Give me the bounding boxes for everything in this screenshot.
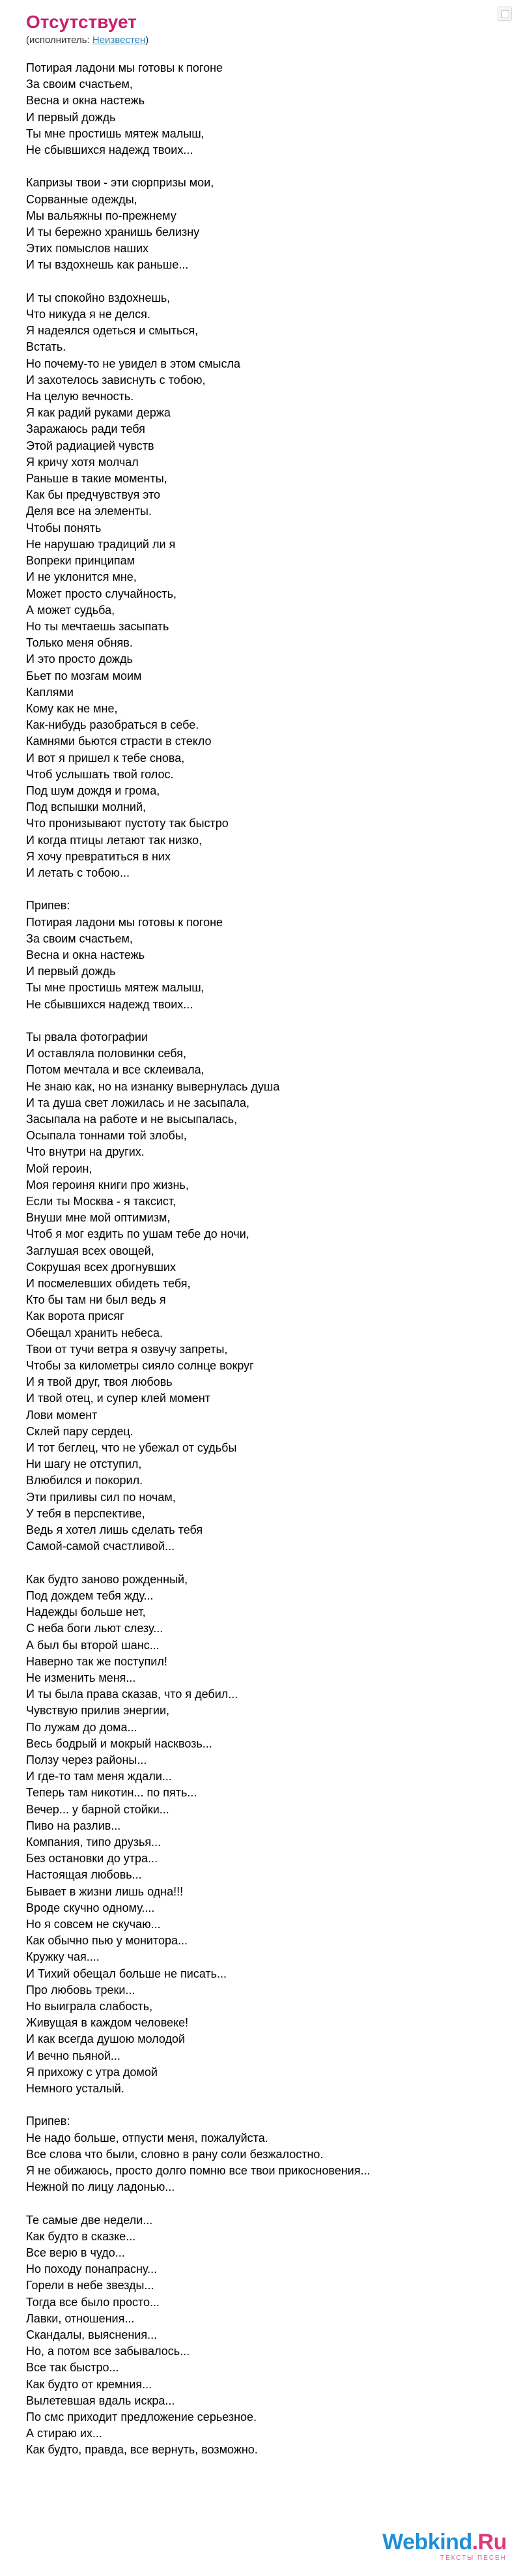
footer	[0, 2529, 521, 2576]
lyric-line: Чтобы за километры сияло солнце вокруг	[26, 1359, 254, 1373]
lyric-line: И первый дождь	[26, 110, 116, 124]
lyric-line: И оставляла половинки себя,	[26, 1047, 186, 1061]
lyric-line: Про любовь треки...	[26, 1983, 135, 1997]
lyric-line: Заглушая всех овощей,	[26, 1244, 154, 1257]
lyric-line: Не сбывшихся надежд твоих...	[26, 997, 193, 1011]
stanza-break	[26, 158, 508, 175]
stanza-break	[26, 2097, 508, 2113]
lyric-line: Обещал хранить небеса.	[26, 1326, 163, 1339]
lyric-line: За своим счастьем,	[26, 78, 133, 91]
lyric-line: Бьет по мозгам моим	[26, 669, 142, 682]
lyric-line: И Тихий обещал больше не писать...	[26, 1967, 227, 1980]
logo-wordmark	[382, 2531, 507, 2553]
lyric-line: Как ворота присяг	[26, 1310, 124, 1323]
lyric-line: За своим счастьем,	[26, 931, 133, 945]
lyric-line: Надежды больше нет,	[26, 1605, 146, 1619]
lyric-line: Весна и окна настежь	[26, 948, 145, 961]
lyric-line: И ты спокойно вздохнешь,	[26, 291, 171, 304]
lyric-line: Не знаю как, но на изнанку вывернулась душа	[26, 1079, 280, 1093]
lyric-line: И твой отец, и супер клей момент	[26, 1392, 211, 1405]
lyric-line: Я хочу превратиться в них	[26, 849, 171, 863]
lyric-line: Кому как не мне,	[26, 701, 118, 715]
lyric-line: Ты рвала фотографии	[26, 1030, 148, 1044]
lyric-line: Тогда все было просто...	[26, 2295, 160, 2309]
logo-tagline: ТЕКСТЫ ПЕСЕН	[440, 2554, 507, 2562]
lyric-line: И не уклонится мне,	[26, 570, 137, 584]
lyric-line: Чтоб услышать твой голос.	[26, 767, 174, 781]
lyric-line: И я твой друг, твоя любовь	[26, 1375, 173, 1389]
lyric-line: Но я совсем не скучаю...	[26, 1917, 161, 1931]
lyric-line: Деля все на элементы.	[26, 505, 152, 518]
lyric-line: Но ты мечтаешь засыпать	[26, 619, 169, 633]
lyric-line: Весь бодрый и мокрый насквозь...	[26, 1736, 212, 1750]
lyric-line: Я кричу хотя молчал	[26, 455, 139, 469]
logo-main-text: Webkind	[382, 2530, 472, 2554]
lyric-line: И где-то там меня ждали...	[26, 1770, 172, 1783]
lyric-line: И как всегда душою молодой	[26, 2032, 186, 2046]
lyric-line: Этих помыслов наших	[26, 242, 149, 256]
lyric-line: Лови момент	[26, 1408, 98, 1422]
lyric-line: По смс приходит предложение серьезное.	[26, 2410, 257, 2424]
lyric-line: Этой радиацией чувств	[26, 439, 154, 452]
lyric-line: Я надеялся одеться и смыться,	[26, 324, 199, 338]
lyric-line: И это просто дождь	[26, 652, 133, 666]
lyric-line: Без остановки до утра...	[26, 1852, 158, 1866]
lyric-line: И ты была права сказав, что я дебил...	[26, 1688, 238, 1701]
lyric-line: Ползу через районы...	[26, 1753, 147, 1766]
lyric-line: Под шум дождя и грома,	[26, 783, 160, 797]
lyric-line: Капризы твои - эти сюрпризы мои,	[26, 176, 214, 190]
lyric-line: Сокрушая всех дрогнувших	[26, 1260, 176, 1274]
lyric-line: Засыпала на работе и не высыпалась,	[26, 1113, 238, 1126]
lyric-line: Лавки, отношения...	[26, 2311, 135, 2325]
lyric-line: Вроде скучно одному....	[26, 1901, 155, 1914]
lyric-line: Бывает в жизни лишь одна!!!	[26, 1884, 184, 1898]
lyrics-text	[26, 60, 508, 2459]
lyric-line: Ни шагу не отступил,	[26, 1457, 142, 1471]
stanza-break	[26, 881, 508, 898]
lyric-line: И когда птицы летают так низко,	[26, 833, 203, 847]
lyric-line: Но почему-то не увидел в этом смысла	[26, 357, 240, 370]
lyric-line: Кружку чая....	[26, 1950, 100, 1964]
lyric-line: И вот я пришел к тебе снова,	[26, 751, 185, 765]
lyric-line: Пиво на разлив...	[26, 1819, 121, 1832]
lyric-line: Заражаюсь ради тебя	[26, 422, 145, 436]
stanza-break	[26, 1555, 508, 1571]
lyric-line: Потирая ладони мы готовы к погоне	[26, 61, 223, 74]
lyric-line: Мой героин,	[26, 1162, 92, 1175]
subtitle-suffix: )	[145, 35, 149, 46]
lyric-line: Чтобы понять	[26, 521, 102, 534]
lyric-line: Но, а потом все забывалось...	[26, 2345, 190, 2358]
lyric-line: Как будто, правда, все вернуть, возможно.	[26, 2443, 258, 2457]
lyric-line: Если ты Москва - я таксист,	[26, 1195, 176, 1208]
lyric-line: Как будто в сказке...	[26, 2229, 136, 2243]
lyric-line: И первый дождь	[26, 965, 116, 978]
lyric-line: И ты бережно хранишь белизну	[26, 226, 200, 239]
lyric-line: И летать с тобою...	[26, 866, 130, 879]
lyric-line: Потом мечтала и все склеивала,	[26, 1063, 204, 1077]
lyric-line: А может судьба,	[26, 603, 115, 617]
lyric-line: Чтоб я мог ездить по ушам тебе до ночи,	[26, 1227, 249, 1241]
lyric-line: Что внутри на других.	[26, 1145, 145, 1159]
lyric-line: С неба боги льют слезу...	[26, 1622, 163, 1635]
site-logo[interactable]	[382, 2531, 507, 2562]
lyric-line: Ты мне простишь мятеж малыш,	[26, 981, 204, 995]
lyric-line: Припев:	[26, 899, 70, 913]
lyric-line: Я как радий руками держа	[26, 406, 171, 420]
lyric-line: Весна и окна настежь	[26, 94, 145, 108]
lyric-line: А стираю их...	[26, 2427, 102, 2440]
lyric-line: Я не обижаюсь, просто долго помню все твои прикосновения...	[26, 2164, 371, 2177]
song-subtitle	[26, 34, 148, 47]
lyric-line: А был бы второй шанс...	[26, 1638, 160, 1652]
stanza-break	[26, 274, 508, 290]
song-title: Отсутствует	[26, 12, 137, 32]
lyric-line: Все слова что были, словно в рану соли безжалостно.	[26, 2147, 324, 2161]
lyric-line: Под вспышки молний,	[26, 800, 147, 814]
lyric-line: Как будто заново рожденный,	[26, 1572, 188, 1586]
lyric-line: Каплями	[26, 685, 74, 699]
lyric-line: Как обычно пью у монитора...	[26, 1934, 188, 1948]
lyric-line: Осыпала тоннами той злобы,	[26, 1129, 187, 1143]
lyric-line: Наверно так же поступил!	[26, 1654, 167, 1668]
lyric-line: Ты мне простишь мятеж малыш,	[26, 126, 204, 140]
lyric-line: Припев:	[26, 2115, 70, 2128]
lyric-line: Влюбился и покорил.	[26, 1474, 143, 1487]
lyric-line: По лужам до дома...	[26, 1720, 137, 1734]
lyric-line: Ведь я хотел лишь сделать тебя	[26, 1523, 203, 1537]
lyric-line: Встать.	[26, 340, 66, 354]
lyric-line: Но выиграла слабость,	[26, 1999, 153, 2013]
lyric-line: Только меня обняв.	[26, 636, 133, 650]
lyric-line: Нежной по лицу ладонью...	[26, 2180, 175, 2194]
lyric-line: И тот беглец, что не убежал от судьбы	[26, 1441, 237, 1455]
lyric-line: Горели в небе звезды...	[26, 2279, 154, 2292]
stanza-break	[26, 1013, 508, 1029]
lyric-line: Те самые две недели...	[26, 2213, 153, 2227]
lyric-line: Вечер... у барной стойки...	[26, 1802, 169, 1816]
lyric-line: Что пронизывают пустоту так быстро	[26, 817, 229, 830]
lyric-line: Все так быстро...	[26, 2361, 119, 2375]
song-header	[26, 10, 148, 47]
lyric-line: У тебя в перспективе,	[26, 1506, 145, 1520]
lyric-line: Как будто от кремния...	[26, 2377, 152, 2391]
lyric-line: Вопреки принципам	[26, 554, 135, 568]
lyric-line: Камнями бьются страсти в стекло	[26, 735, 212, 748]
lyric-line: Скандалы, выяснения...	[26, 2328, 158, 2342]
lyric-line: На целую вечность.	[26, 390, 134, 403]
lyric-line: Потирая ладони мы готовы к погоне	[26, 915, 223, 929]
lyric-line: Внуши мне мой оптимизм,	[26, 1211, 171, 1225]
lyric-line: Моя героиня книги про жизнь,	[26, 1178, 189, 1192]
lyric-line: Не сбывшихся надежд твоих...	[26, 143, 193, 157]
lyric-line: Что никуда я не делся.	[26, 308, 150, 321]
lyric-line: Как бы предчувствуя это	[26, 488, 161, 502]
lyric-line: И та душа свет ложилась и не засыпала,	[26, 1096, 249, 1109]
artist-link[interactable]: Неизвестен	[92, 35, 146, 46]
lyric-line: Сорванные одежды,	[26, 192, 137, 206]
lyric-line: Как-нибудь разобраться в себе.	[26, 718, 199, 732]
lyric-line: Компания, типо друзья...	[26, 1835, 162, 1849]
lyric-line: Не надо больше, отпусти меня, пожалуйста.	[26, 2131, 268, 2144]
lyric-line: Вылетевшая вдаль искра...	[26, 2393, 175, 2407]
lyric-line: Не изменить меня...	[26, 1671, 136, 1684]
logo-domain-text: .Ru	[472, 2530, 507, 2554]
subtitle-prefix: (исполнитель:	[26, 35, 92, 46]
lyric-line: Под дождем тебя жду...	[26, 1588, 154, 1602]
lyric-line: Может просто случайность,	[26, 587, 177, 600]
lyric-line: Я прихожу с утра домой	[26, 2065, 158, 2079]
lyric-line: Не нарушаю традиций ли я	[26, 537, 176, 551]
lyric-line: И посмелевших обидеть тебя,	[26, 1277, 191, 1291]
lyric-line: И ты вздохнешь как раньше...	[26, 258, 189, 272]
lyric-line: Твои от тучи ветра я озвучу запреты,	[26, 1342, 228, 1356]
lyric-line: Но походу понапрасну...	[26, 2262, 158, 2276]
lyric-line: Эти приливы сил по ночам,	[26, 1490, 176, 1504]
lyric-line: Чувствую прилив энергии,	[26, 1704, 170, 1718]
lyric-line: Настоящая любовь...	[26, 1868, 142, 1882]
lyric-line: И захотелось зависнуть с тобою,	[26, 373, 206, 387]
lyric-line: Кто бы там ни был ведь я	[26, 1293, 166, 1307]
lyric-line: Склей пару сердец.	[26, 1424, 134, 1438]
lyric-line: Живущая в каждом человеке!	[26, 2016, 189, 2030]
lyric-line: И вечно пьяной...	[26, 2049, 120, 2062]
lyric-line: Мы вальяжны по-прежнему	[26, 209, 176, 222]
lyric-line: Теперь там никотин... по пять...	[26, 1786, 197, 1800]
lyric-line: Самой-самой счастливой...	[26, 1540, 175, 1553]
stanza-break	[26, 2195, 508, 2212]
lyric-line: Все верю в чудо...	[26, 2246, 125, 2260]
lyric-line: Раньше в такие моменты,	[26, 472, 167, 486]
lyric-line: Немного усталый.	[26, 2081, 124, 2095]
window-icon[interactable]	[498, 7, 512, 21]
